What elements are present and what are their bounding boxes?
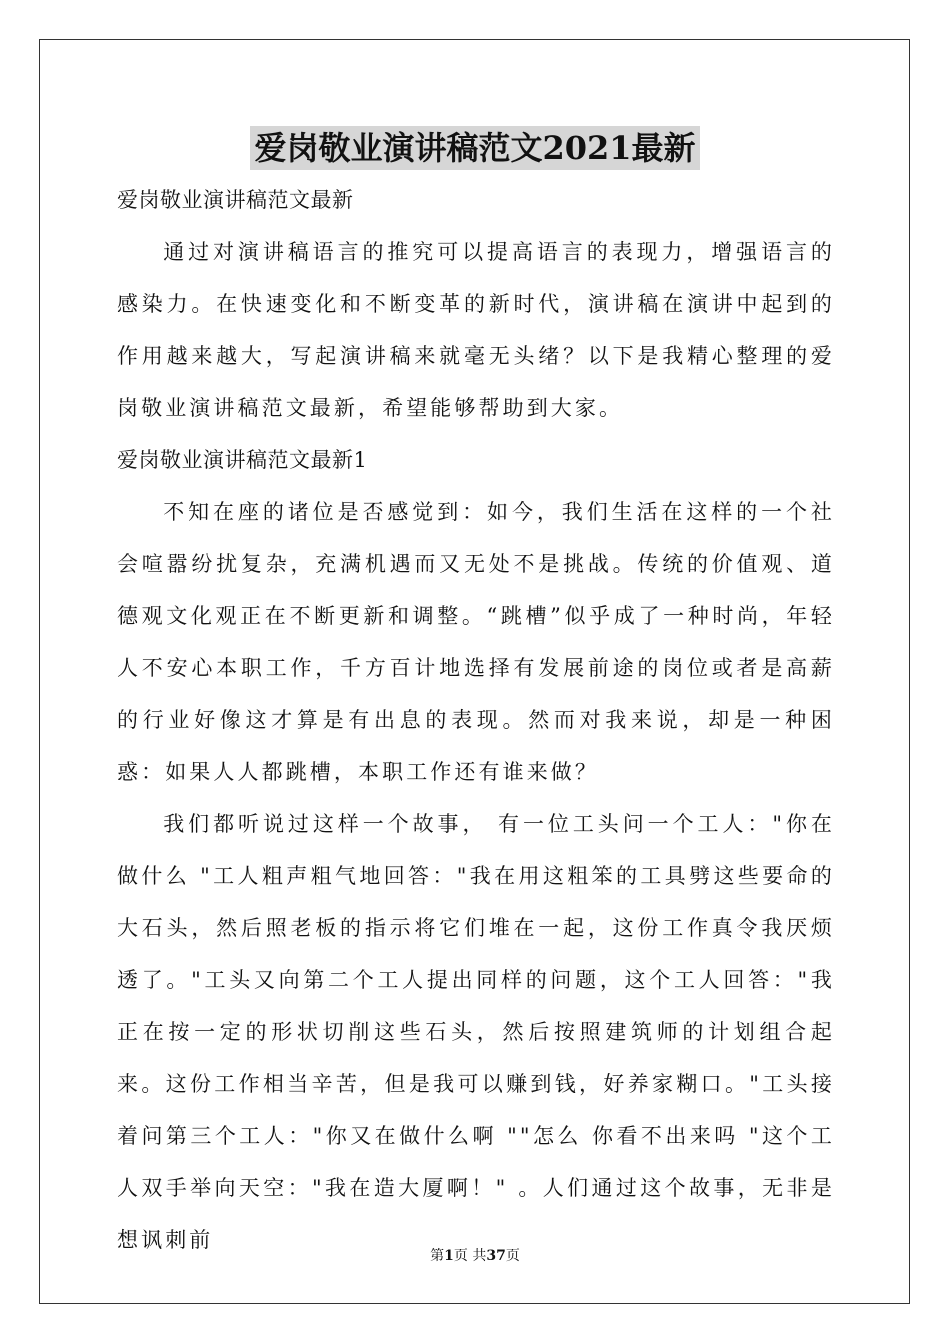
- page-suffix: 页: [505, 1248, 520, 1264]
- document-body: [117, 174, 835, 1266]
- intro-paragraph: 通过对演讲稿语言的推究可以提高语言的表现力，增强语言的感染力。在快速变化和不断变革的新时代，演讲稿在演讲中起到的作用越来越大，写起演讲稿来就毫无头绪？以下是我精心整理的爱岗敬业演讲稿范文最新，希望能够帮助到大家。: [117, 240, 835, 420]
- page-prefix: 第: [430, 1248, 445, 1264]
- page-total: 37: [486, 1248, 506, 1264]
- page-footer: [0, 1246, 950, 1266]
- section-heading: 爱岗敬业演讲稿范文最新1: [117, 448, 368, 472]
- body-paragraph-1: 不知在座的诸位是否感觉到：如今，我们生活在这样的一个社会喧嚣纷扰复杂，充满机遇而又无处不是挑战。传统的价值观、道德观文化观正在不断更新和调整。“跳槽”似乎成了一种时尚，年轻人不安心本职工作，千方百计地选择有发展前途的岗位或者是高薪的行业好像这才算是有出息的表现。然而对我来说，却是一种困惑：如果人人都跳槽，本职工作还有谁来做？: [117, 500, 835, 784]
- body-paragraph-2: 我们都听说过这样一个故事， 有一位工头问一个工人："你在做什么 "工人粗声粗气地回答："我在用这粗笨的工具劈这些要命的大石头，然后照老板的指示将它们堆在一起，这份工作真令我厌烦透了。"工头又向第二个工人提出同样的问题，这个工人回答："我正在按一定的形状切削这些石头，然后按照建筑师的计划组合起来。这份工作相当辛苦，但是我可以赚到钱，好养家糊口。"工头接着问第三个工人："你又在做什么啊 ""怎么 你看不出来吗 "这个工人双手举向天空："我在造大厦啊！" 。人们通过这个故事，无非是想讽刺前: [117, 812, 835, 1252]
- page-mid: 页 共: [453, 1248, 487, 1264]
- document-subtitle: 爱岗敬业演讲稿范文最新: [117, 188, 354, 212]
- title-container: [0, 126, 950, 170]
- page-current: 1: [444, 1248, 454, 1264]
- document-title: 爱岗敬业演讲稿范文2021最新: [250, 126, 699, 170]
